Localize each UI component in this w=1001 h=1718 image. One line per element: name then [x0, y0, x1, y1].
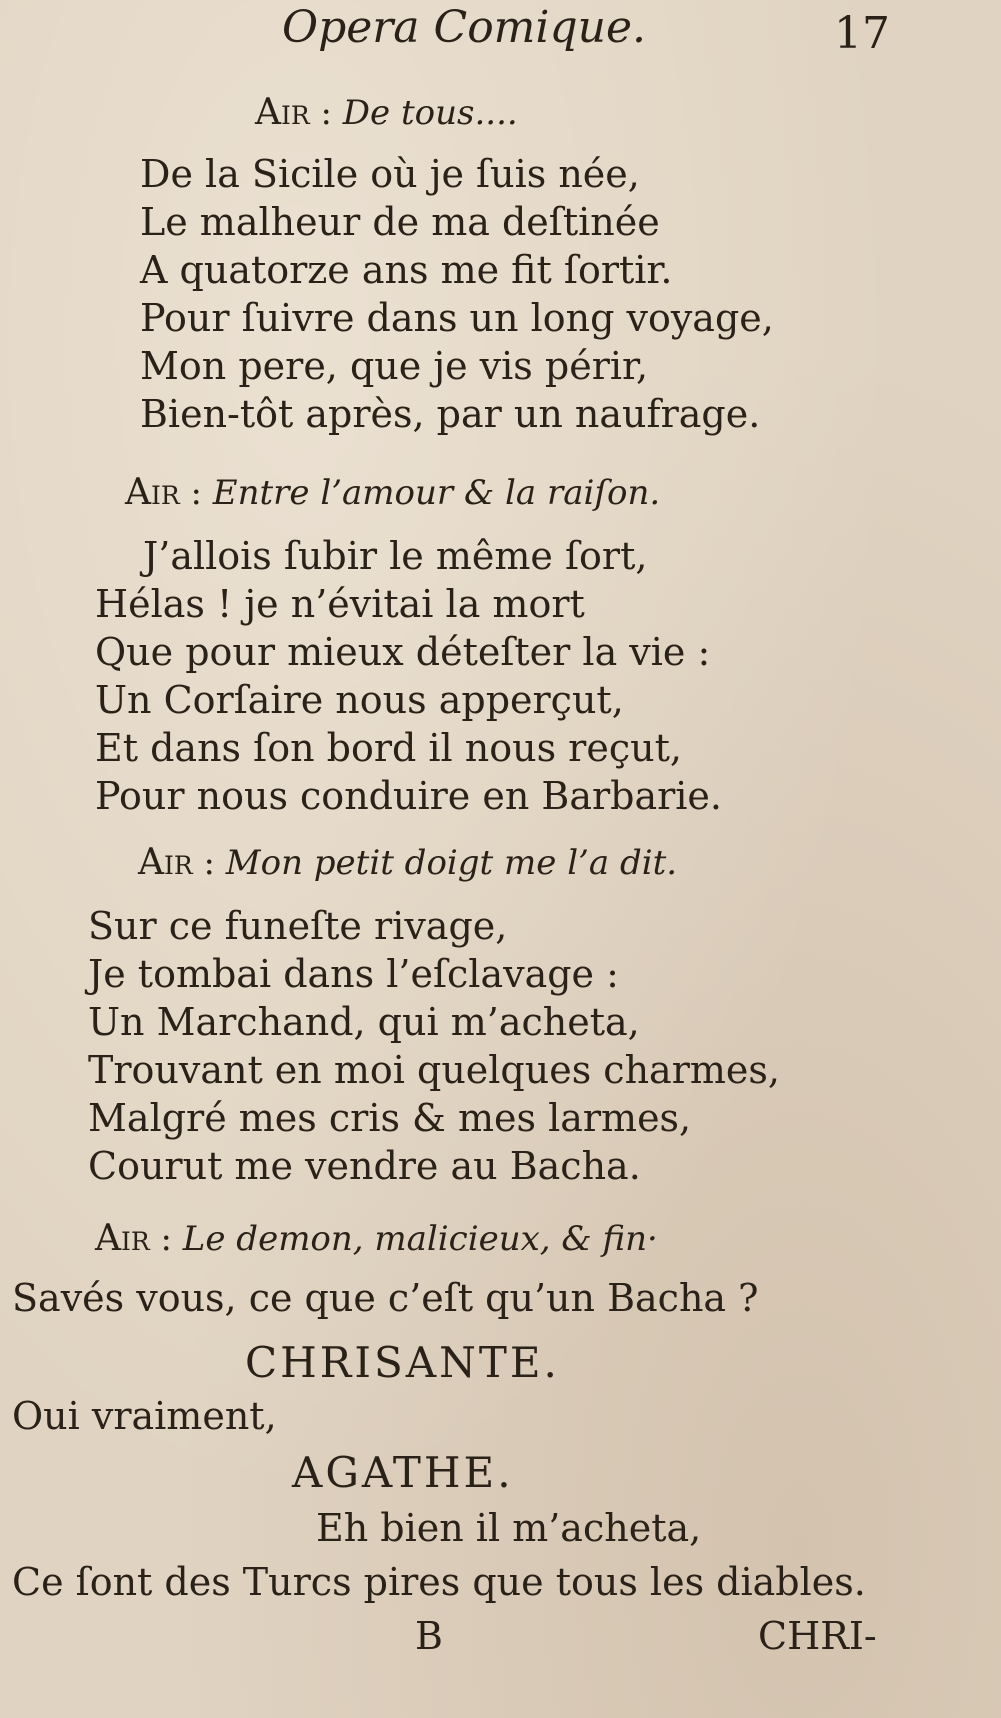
air-tune: Entre l’amour & la raiſon. [212, 473, 661, 513]
air-tune: Le demon, malicieux, & fin· [182, 1219, 658, 1259]
air-label: Air [138, 842, 193, 883]
verse-line: Trouvant en moi quelques charmes, [88, 1048, 780, 1092]
air-colon: : [160, 1219, 172, 1259]
verse-line: Malgré mes cris & mes larmes, [88, 1096, 692, 1140]
dialogue-line: Ce ſont des Turcs pires que tous les diables. [12, 1560, 866, 1604]
air-colon: : [203, 843, 215, 883]
page-number: 17 [834, 8, 890, 59]
verse-line: Le malheur de ma deſtinée [140, 200, 660, 244]
air-colon: : [320, 93, 332, 133]
verse-line: De la Sicile où je ſuis née, [140, 152, 640, 196]
verse-line: Que pour mieux déteſter la vie : [95, 630, 711, 674]
verse-line: Bien-tôt après, par un naufrage. [140, 392, 761, 436]
running-title: Opera Comique. [282, 2, 647, 53]
dialogue-line: Oui vraiment, [12, 1394, 277, 1438]
verse-line: A quatorze ans me fit ſortir. [140, 248, 673, 292]
air-tune: Mon petit doigt me l’a dit. [225, 843, 678, 883]
air-heading-1 [255, 92, 518, 133]
verse-line: Courut me vendre au Bacha. [88, 1144, 641, 1188]
signature-mark: B [415, 1614, 443, 1658]
catchword: CHRI- [758, 1614, 877, 1658]
verse-line: Pour nous conduire en Barbarie. [95, 774, 722, 818]
air-heading-3 [138, 842, 677, 883]
verse-line: Un Marchand, qui m’acheta, [88, 1000, 640, 1044]
air-tune: De tous.... [342, 93, 518, 133]
verse-line: Pour ſuivre dans un long voyage, [140, 296, 774, 340]
speaker-name: CHRISANTE. [245, 1338, 560, 1387]
dialogue-line: Eh bien il m’acheta, [316, 1506, 702, 1550]
air-label: Air [255, 92, 310, 133]
verse-line: Hélas ! je n’évitai la mort [95, 582, 585, 626]
sung-line: Savés vous, ce que c’eſt qu’un Bacha ? [12, 1276, 759, 1320]
verse-line: Et dans ſon bord il nous reçut, [95, 726, 682, 770]
verse-line: Sur ce funeſte rivage, [88, 904, 508, 948]
verse-block-3 [88, 902, 780, 1190]
verse-block-1 [140, 150, 774, 438]
verse-line: Je tombai dans l’eſclavage : [88, 952, 619, 996]
air-label: Air [95, 1218, 150, 1259]
air-colon: : [190, 473, 202, 513]
air-heading-4 [95, 1218, 658, 1259]
air-label: Air [125, 472, 180, 513]
verse-line: Mon pere, que je vis périr, [140, 344, 649, 388]
verse-line: J’allois ſubir le même ſort, [143, 534, 648, 578]
speaker-name: AGATHE. [292, 1448, 514, 1497]
verse-line: Un Corſaire nous apperçut, [95, 678, 624, 722]
verse-block-2 [95, 532, 722, 820]
air-heading-2 [125, 472, 660, 513]
